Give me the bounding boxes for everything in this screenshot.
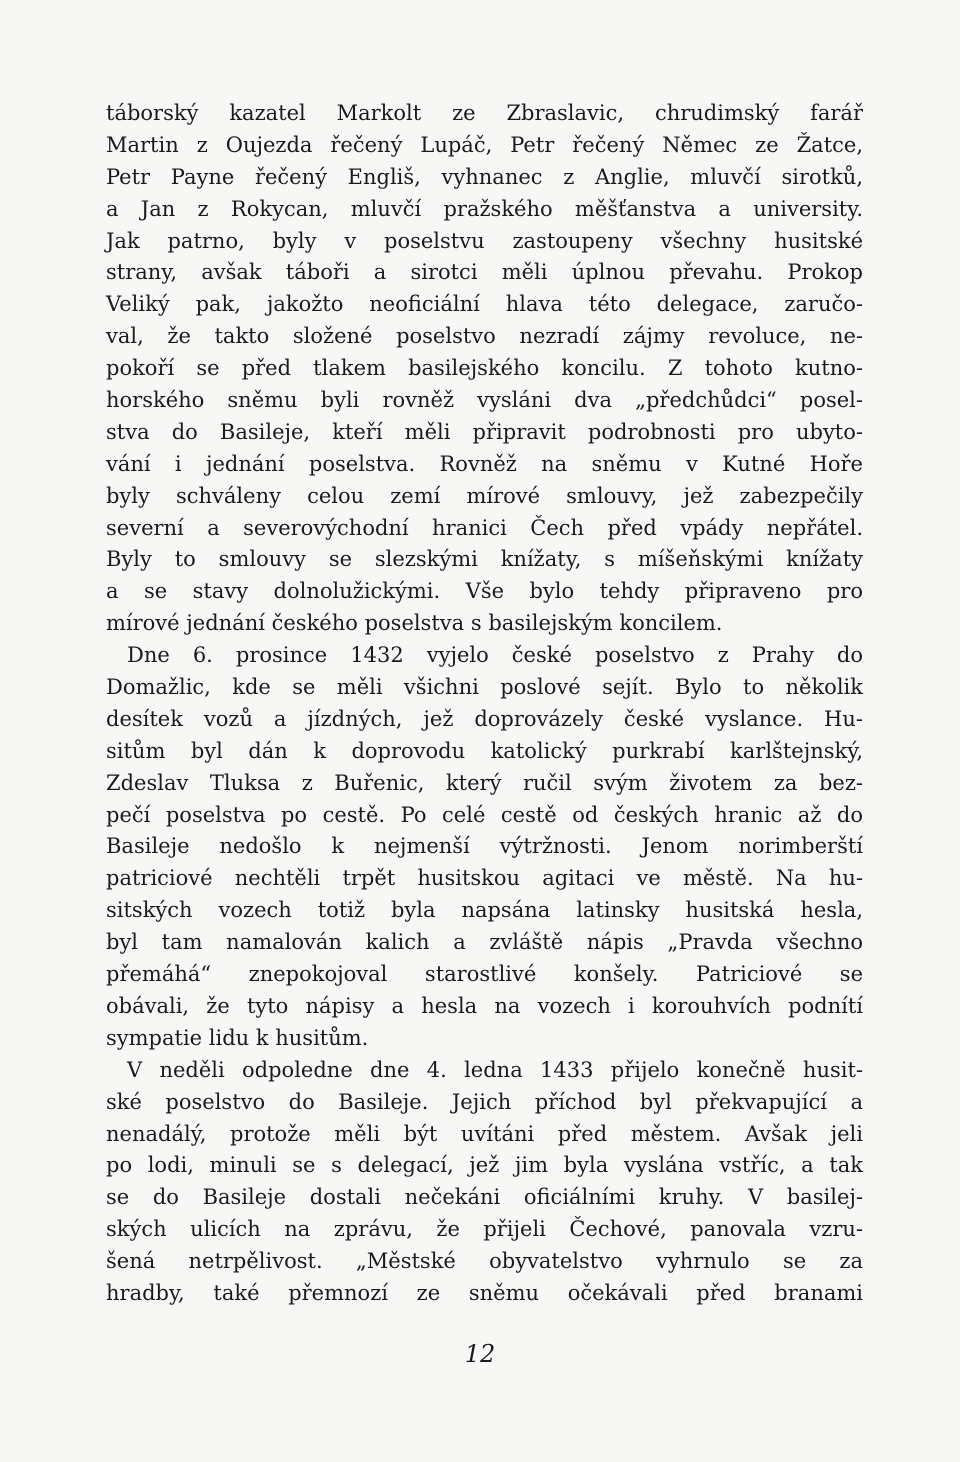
text-line: severní a severovýchodní hranici Čech před vpády nepřátel. bbox=[106, 515, 863, 540]
text-line: Basileje nedošlo k nejmenší výtržnosti. Jenom norimberští bbox=[106, 834, 863, 859]
text-line: Dne 6. prosince 1432 vyjelo české poselstvo z Prahy do bbox=[127, 643, 863, 668]
page-number: 12 bbox=[464, 1340, 496, 1368]
text-line: Petr Payne řečený Engliš, vyhnanec z Anglie, mluvčí sirotků, bbox=[106, 164, 863, 189]
text-line: strany, avšak táboři a sirotci měli úplnou převahu. Prokop bbox=[106, 260, 863, 285]
text-line: byl tam namalován kalich a zvláště nápis „Pravda všechno bbox=[106, 930, 863, 955]
text-line: mírové jednání českého poselstva s basilejským koncilem. bbox=[106, 611, 723, 636]
text-line: a Jan z Rokycan, mluvčí pražského měšťanstva a university. bbox=[106, 196, 863, 221]
text-line: Zdeslav Tluksa z Buřenic, který ručil svým životem za bez- bbox=[106, 770, 863, 795]
text-line: Byly to smlouvy se slezskými knížaty, s míšeňskými knížaty bbox=[106, 547, 863, 572]
text-line: patriciové nechtěli trpět husitskou agitaci ve městě. Na hu- bbox=[106, 866, 863, 891]
text-line: hradby, také přemnozí ze sněmu očekávali před branami bbox=[106, 1280, 863, 1305]
text-line: ské poselstvo do Basileje. Jejich příchod byl překvapující a bbox=[106, 1089, 863, 1114]
text-line: Jak patrno, byly v poselstvu zastoupeny všechny husitské bbox=[106, 228, 863, 253]
text-line: pokoří se před tlakem basilejského koncilu. Z tohoto kutno- bbox=[106, 356, 863, 381]
text-line: desítek vozů a jízdných, jež doprovázely české vyslance. Hu- bbox=[106, 706, 863, 731]
text-line: ských ulicích na zprávu, že přijeli Čechové, panovala vzru- bbox=[106, 1217, 863, 1242]
text-line: Veliký pak, jakožto neoficiální hlava této delegace, zaručo- bbox=[106, 292, 863, 317]
text-line: přemáhá“ znepokojoval starostlivé konšely. Patriciové se bbox=[106, 962, 863, 987]
text-line: byly schváleny celou zemí mírové smlouvy, jež zabezpečily bbox=[106, 483, 863, 508]
text-line: táborský kazatel Markolt ze Zbraslavic, chrudimský farář bbox=[106, 101, 863, 125]
text-line: sympatie lidu k husitům. bbox=[106, 1025, 369, 1050]
text-line: Martin z Oujezda řečený Lupáč, Petr řečený Němec ze Žatce, bbox=[106, 132, 863, 157]
text-line: sitům byl dán k doprovodu katolický purkrabí karlštejnský, bbox=[106, 738, 863, 763]
text-line: a se stavy dolnolužickými. Vše bylo tehdy připraveno pro bbox=[106, 579, 863, 604]
text-line: šená netrpělivost. „Městské obyvatelstvo vyhrnulo se za bbox=[106, 1249, 863, 1274]
text-line: horského sněmu byli rovněž vysláni dva „předchůdci“ posel- bbox=[106, 388, 863, 413]
text-line: vání i jednání poselstva. Rovněž na sněmu v Kutné Hoře bbox=[106, 451, 863, 476]
text-line: nenadálý, protože měli být uvítáni před městem. Avšak jeli bbox=[106, 1121, 863, 1146]
text-line: se do Basileje dostali nečekáni oficiálními kruhy. V basilej- bbox=[106, 1185, 863, 1210]
text-line: obávali, že tyto nápisy a hesla na vozech i korouhvích podnítí bbox=[106, 993, 863, 1018]
text-line: Domažlic, kde se měli všichni poslové sejít. Bylo to několik bbox=[106, 675, 863, 700]
text-line: po lodi, minuli se s delegací, jež jim byla vyslána vstříc, a tak bbox=[106, 1153, 863, 1178]
text-line: stva do Basileje, kteří měli připravit podrobnosti pro ubyto- bbox=[106, 419, 863, 444]
text-line: V neděli odpoledne dne 4. ledna 1433 přijelo konečně husit- bbox=[127, 1057, 863, 1082]
text-line: pečí poselstva po cestě. Po celé cestě od českých hranic až do bbox=[106, 802, 863, 827]
text-line: val, že takto složené poselstvo nezradí zájmy revoluce, ne- bbox=[106, 324, 863, 349]
text-line: sitských vozech totiž byla napsána latinsky husitská hesla, bbox=[106, 898, 863, 923]
body-text bbox=[106, 98, 863, 1310]
